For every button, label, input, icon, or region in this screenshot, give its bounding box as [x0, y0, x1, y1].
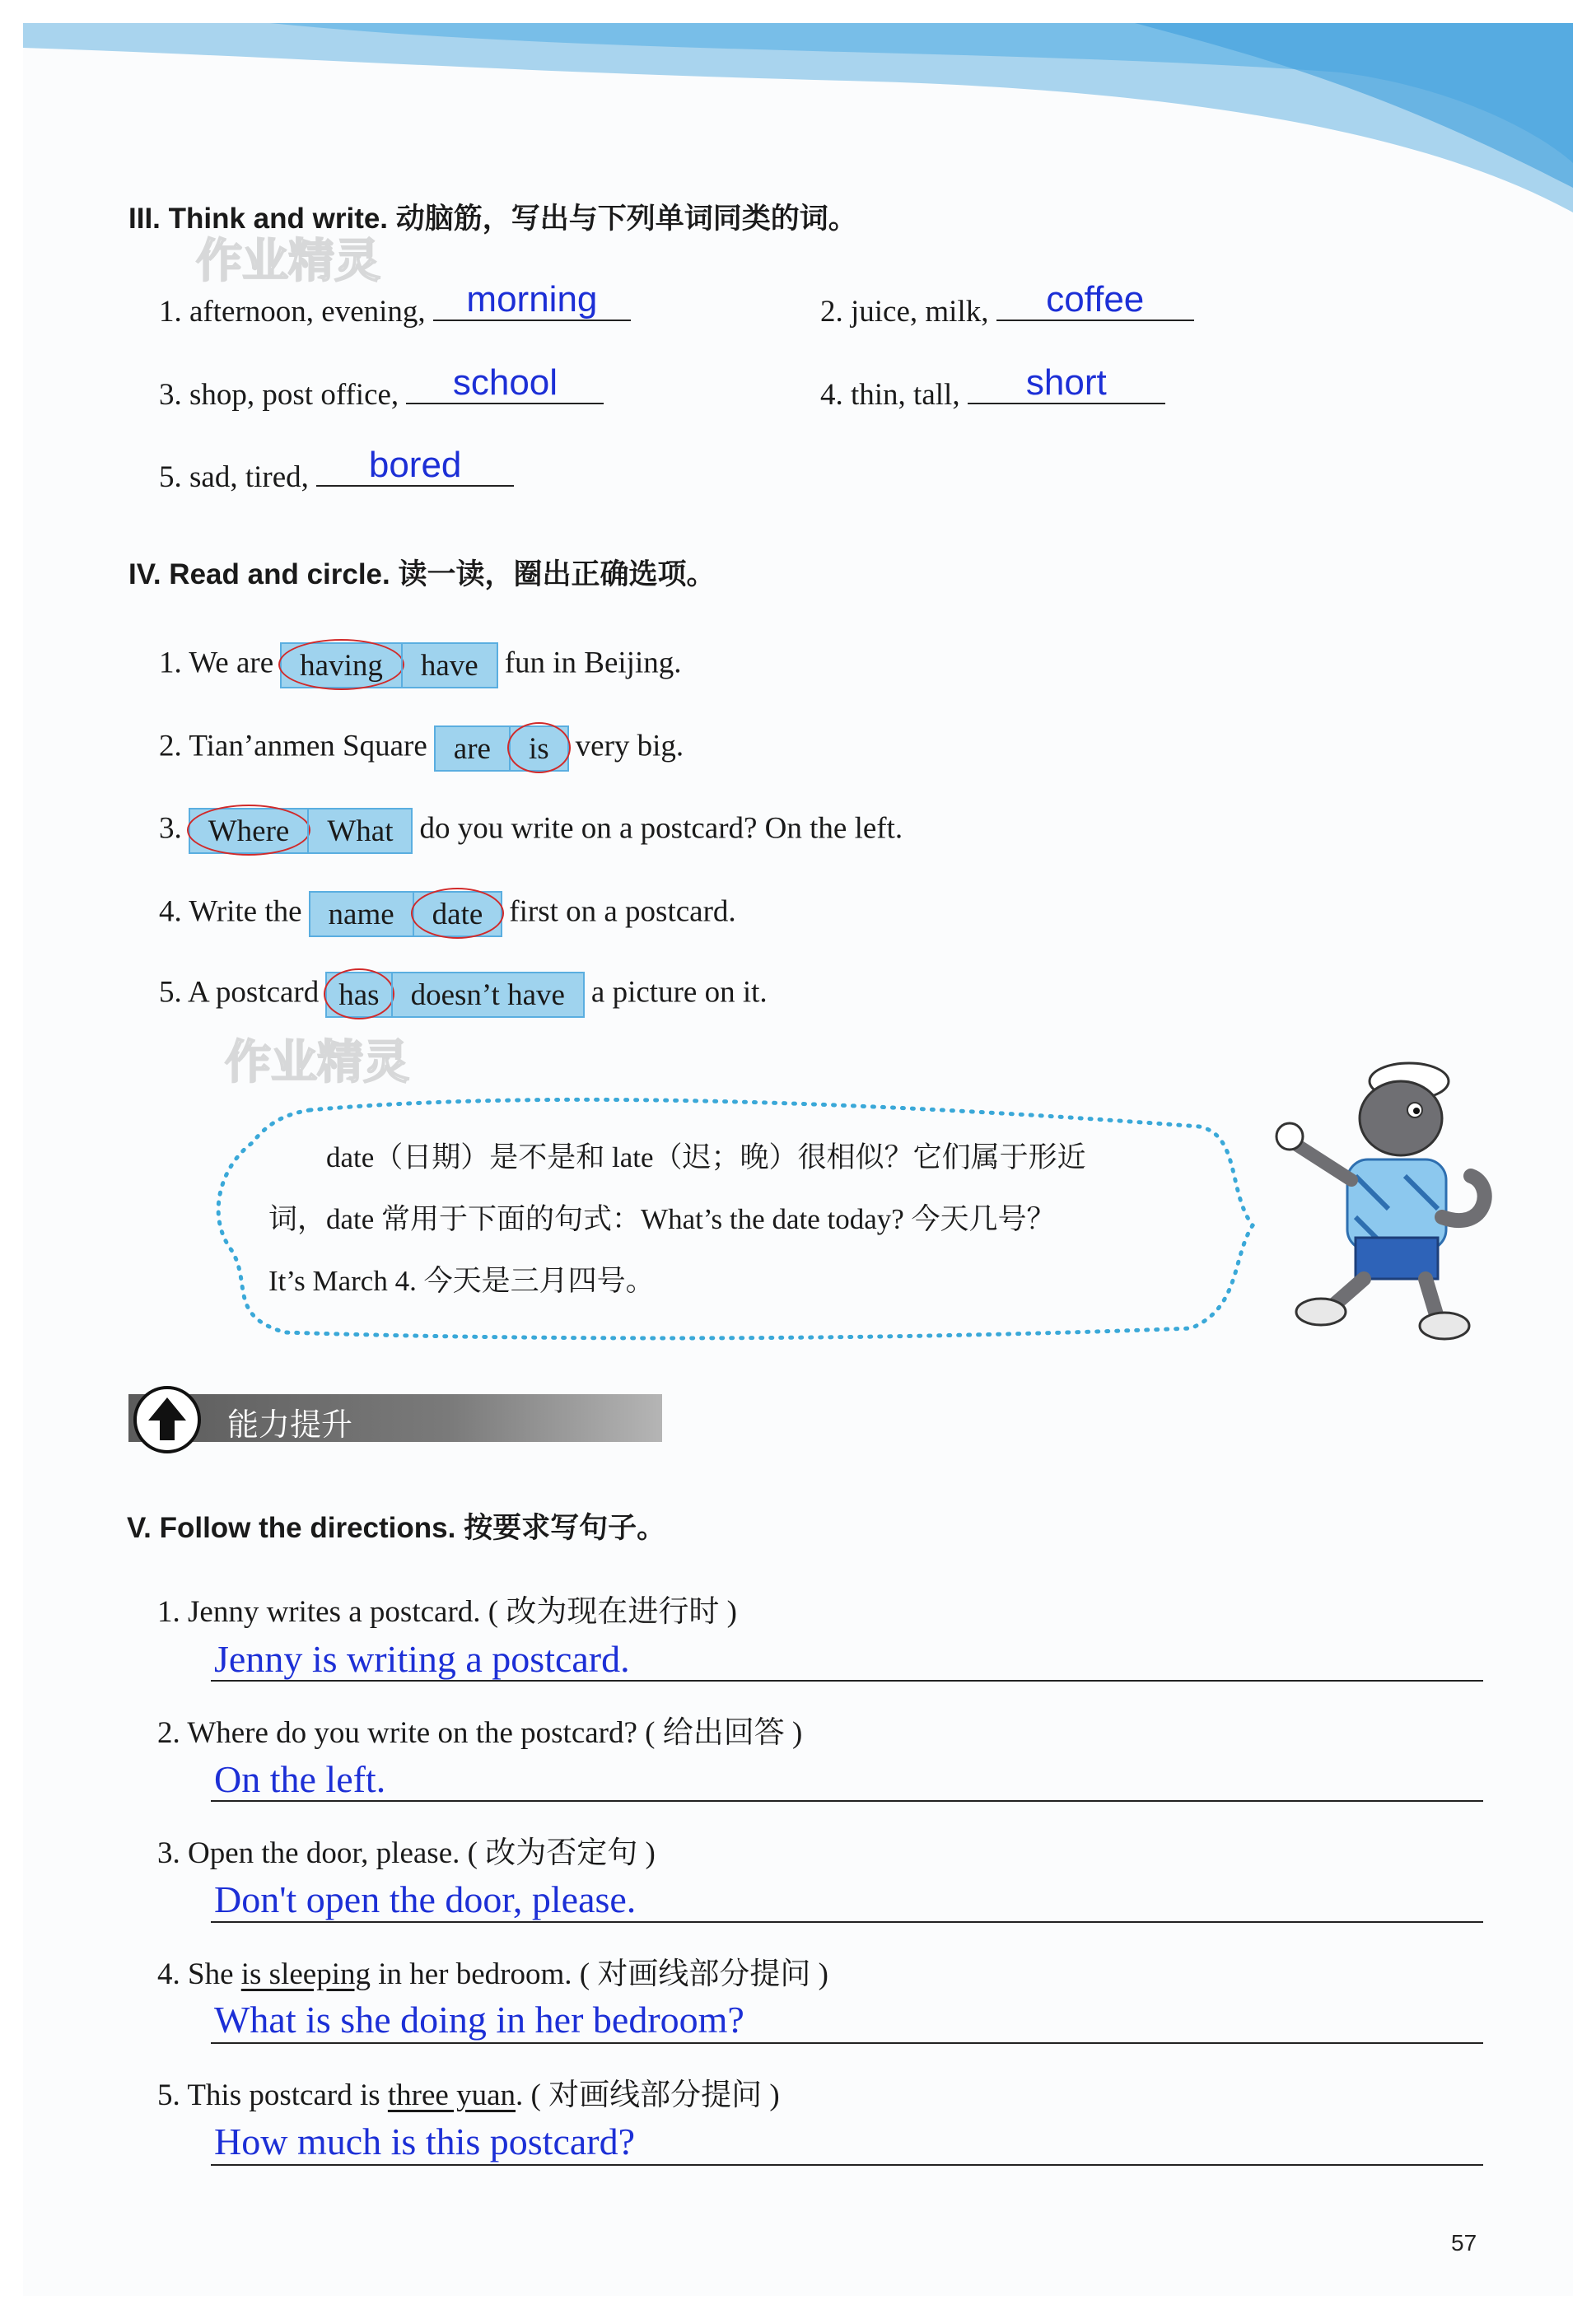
s4-item-2: 2. Tian’anmen Square are is very big.: [159, 725, 684, 772]
s4-item-1: 1. We are having have fun in Beijing.: [159, 642, 682, 688]
s5-answer-1[interactable]: Jenny is writing a postcard.: [214, 1638, 630, 1680]
s3-item-4: 4. thin, tall, short: [820, 370, 1165, 413]
choice-box: [280, 642, 498, 688]
s5-answer-2[interactable]: On the left.: [214, 1758, 386, 1800]
option-where[interactable]: Where: [190, 809, 308, 852]
option-what[interactable]: What: [307, 809, 411, 852]
section5-title: V. Follow the directions. 按要求写句子。: [127, 1511, 666, 1545]
s5-answer-4[interactable]: What is she doing in her bedroom?: [214, 1999, 744, 2041]
s5-question-4: 4. She is sleeping in her bedroom. ( 对画线部分提问 ): [157, 1957, 828, 1991]
s4-item-4: 4. Write the name date first on a postcard.: [159, 891, 736, 937]
s3-item-5: 5. sad, tired, bored: [159, 452, 514, 495]
option-doesnt-have[interactable]: doesn’t have: [391, 973, 583, 1016]
circle-mark: [507, 722, 571, 773]
choice-box: [189, 808, 413, 854]
watermark: 作业精灵: [196, 235, 380, 288]
s5-answer-5[interactable]: How much is this postcard?: [214, 2120, 636, 2162]
answer-line: [211, 1800, 1483, 1802]
worksheet-page: [23, 23, 1573, 2296]
header-banner: [23, 23, 1573, 221]
answer-blank[interactable]: bored: [316, 452, 514, 487]
note-line-3: It’s March 4. 今天是三月四号。: [268, 1265, 655, 1297]
option-has[interactable]: has: [327, 973, 390, 1016]
section3-title: III. Think and write. 动脑筋，写出与下列单词同类的词。: [128, 202, 857, 236]
s5-answer-3[interactable]: Don't open the door, please.: [214, 1878, 637, 1920]
answer-blank[interactable]: morning: [433, 287, 631, 321]
note-line-1: date（日期）是不是和 late（迟；晚）很相似？它们属于形近: [326, 1141, 1086, 1173]
answer-blank[interactable]: coffee: [996, 287, 1194, 321]
up-arrow-icon: [133, 1386, 201, 1453]
option-name[interactable]: name: [328, 897, 394, 931]
s4-item-3: 3. Where What do you write on a postcard? On the left.: [159, 808, 903, 854]
answer-blank[interactable]: short: [968, 370, 1165, 404]
option-having[interactable]: having: [282, 644, 401, 687]
answer-line: [211, 2042, 1483, 2044]
tip-note: [211, 1094, 1265, 1349]
s3-item-1: 1. afternoon, evening, morning: [159, 287, 631, 329]
watermark: 作业精灵: [225, 1036, 409, 1089]
choice-box: [325, 972, 585, 1018]
s5-question-5: 5. This postcard is three yuan. ( 对画线部分提问 ): [157, 2078, 780, 2112]
s5-question-2: 2. Where do you write on the postcard? ( 给出回答 ): [157, 1716, 803, 1750]
s3-item-2: 2. juice, milk, coffee: [820, 287, 1194, 329]
option-date[interactable]: date: [413, 893, 502, 935]
s5-question-3: 3. Open the door, please. ( 改为否定句 ): [157, 1836, 656, 1870]
answer-line: [211, 1921, 1483, 1923]
s4-item-5: 5. A postcard has doesn’t have a picture on it.: [159, 972, 768, 1018]
circle-mark: [187, 805, 311, 856]
section4-title: IV. Read and circle. 读一读，圈出正确选项。: [128, 558, 716, 591]
circle-mark: [324, 968, 394, 1019]
mascot-illustration: [1232, 1044, 1504, 1341]
circle-mark: [278, 639, 404, 690]
s5-question-1: 1. Jenny writes a postcard. ( 改为现在进行时 ): [157, 1595, 737, 1629]
page-number: 57: [1451, 2230, 1477, 2256]
answer-blank[interactable]: school: [406, 370, 604, 404]
choice-box: [309, 891, 503, 937]
s3-item-3: 3. shop, post office, school: [159, 370, 604, 413]
option-is[interactable]: is: [509, 727, 567, 770]
answer-line: [211, 2164, 1483, 2166]
option-have[interactable]: have: [401, 644, 497, 687]
ability-label: 能力提升: [227, 1407, 353, 1443]
note-line-2: 词，date 常用于下面的句式：What’s the date today? 今天几号？: [268, 1203, 1056, 1235]
choice-box: [434, 725, 569, 772]
answer-line: [211, 1680, 1483, 1682]
option-are[interactable]: are: [453, 731, 491, 766]
circle-mark: [411, 888, 505, 939]
ability-banner: [128, 1394, 662, 1442]
